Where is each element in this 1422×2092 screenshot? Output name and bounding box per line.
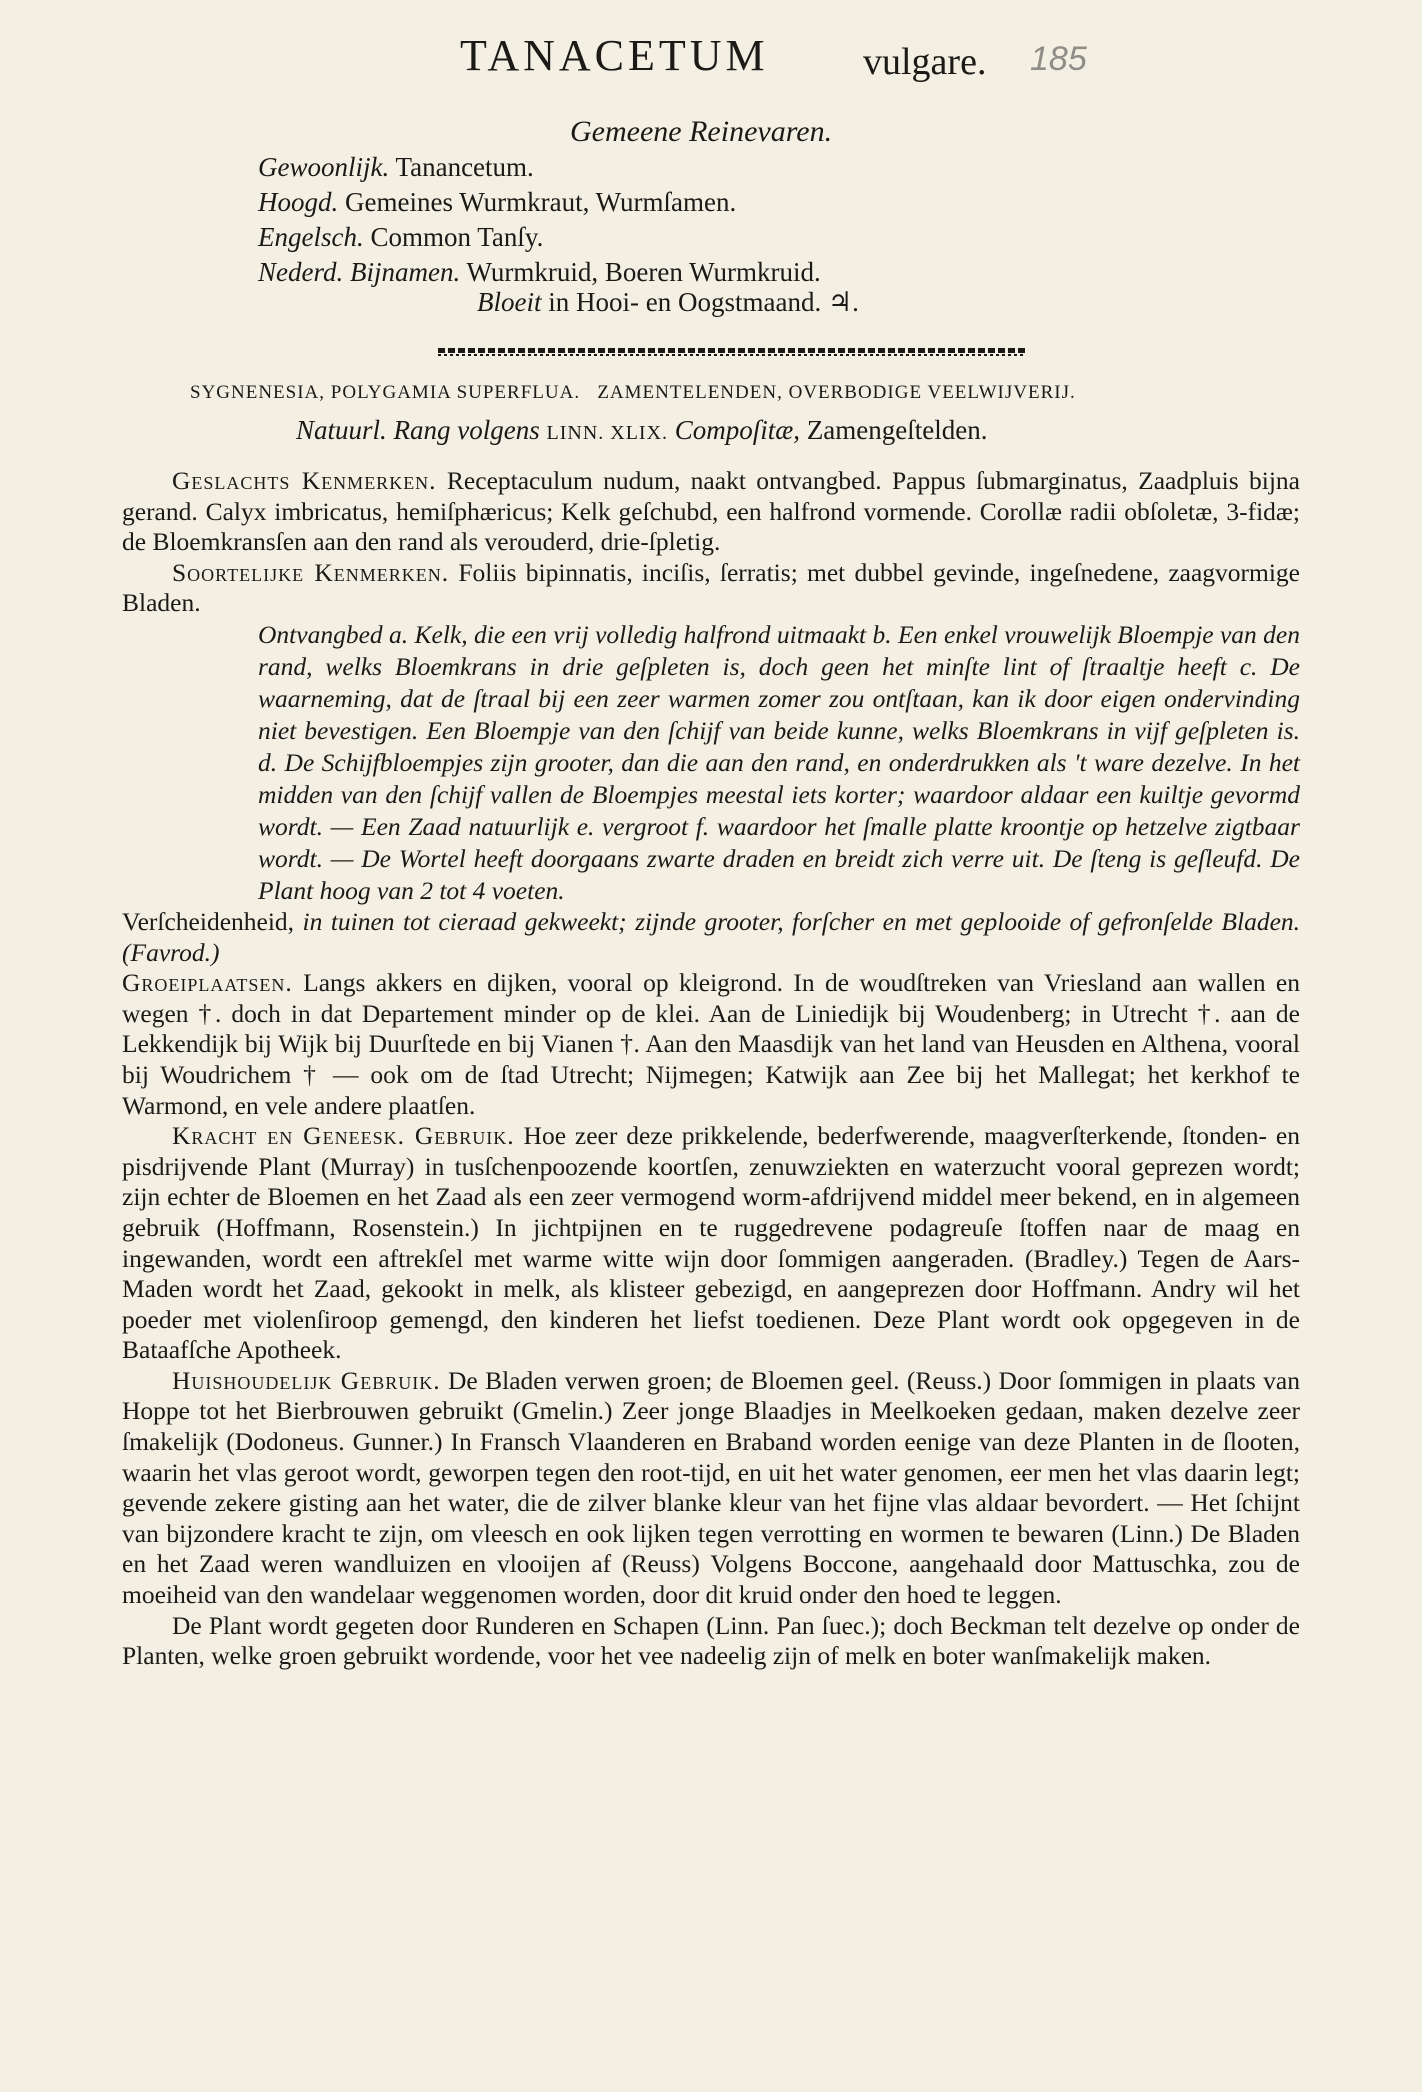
name-language: Hoogd. (258, 187, 339, 217)
habitat (122, 968, 1300, 1121)
genus-characters (122, 466, 1300, 558)
title-species: vulgare. (863, 41, 987, 83)
section-heading: Huishoudelijk Gebruik. (172, 1365, 441, 1395)
section-heading: Verſcheidenheid, (122, 906, 295, 936)
classification (190, 382, 1275, 404)
common-names (258, 150, 1158, 290)
name-value: Wurmkruid, Boeren Wurmkruid. (466, 257, 821, 287)
subtitle: Gemeene Reinevaren. (570, 115, 833, 148)
species-characters (122, 558, 1300, 619)
name-value: Gemeines Wurmkraut, Wurmſamen. (345, 187, 737, 217)
bloom-value: in Hooi- en Oogstmaand. ♃. (548, 287, 859, 317)
header (0, 20, 1422, 148)
name-language: Nederd. Bijnamen. (258, 257, 461, 287)
medicinal-use (122, 1121, 1300, 1366)
main-text (122, 466, 1300, 1672)
section-text: Langs akkers en dijken, vooral op kleigrond. In de woudſtreken van Vriesland aan wallen en wegen †. doch in dat Departement minder op de klei. Aan de Liniedijk bij Woudenberg; in Utrecht †. aan de Lekkendijk bij Wijk bij Duurſtede en bij Vianen †. Aan den Maasdijk van het land van Heusden en Althena, vooral bij Woudrichem † — ook om de ſtad Utrecht; Nijmegen; Katwijk aan Zee bij het Mallegat; het kerkhof te Warmond, en vele andere plaatſen. (122, 968, 1301, 1120)
name-row (258, 255, 1158, 290)
name-language: Engelsch. (258, 222, 364, 252)
rank-dutch: Zamengeſtelden. (806, 415, 988, 445)
cattle-note: De Plant wordt gegeten door Runderen en Schapen (Linn. Pan ſuec.); doch Beckman telt dezelve op onder de Planten, welke groen gebruikt wordende, voor het vee nadeelig zijn of melk en boter wanſmakelijk maken. (122, 1610, 1300, 1671)
rank-family: Compoſitæ, (674, 415, 801, 445)
section-text: De Bladen verwen groen; de Bloemen geel. (Reuss.) Door ſommigen in plaats van Hoppe tot het Bierbrouwen gebruikt (Gmelin.) Zeer jonge Blaadjes in Meelkoeken gedaan, maken dezelve zeer ſmakelijk (Dodoneus. Gunner.) In Fransch Vlaanderen en Braband worden eenige van deze Planten in de ſlooten, waarin het vlas geroot wordt, geworpen tegen den root-tijd, en uit het water genomen, eer men het vlas daarin legt; gevende zekere gisting aan het water, die de zilver blanke kleur van het fijne vlas aldaar bevordert. — Het ſchijnt van bijzondere kracht te zijn, om vleesch en ook lijken tegen verrotting en wormen te bewaren (Linn.) De Bladen en het Zaad weren wandluizen en vlooijen af (Reuss) Volgens Boccone, aangehaald door Mattuschka, zou de moeiheid van den wandelaar weggenomen worden, door dit kruid onder den hoed te leggen. (122, 1365, 1301, 1610)
dutch-class: ZAMENTELENDEN, OVERBODIGE VEELWIJVERIJ. (597, 382, 1076, 403)
linnaean-class: SYGNENESIA, POLYGAMIA SUPERFLUA. (190, 382, 581, 403)
handwritten-page-number: 185 (1030, 40, 1087, 78)
section-text: Receptaculum nudum, naakt ontvangbed. Pappus ſubmarginatus, Zaadpluis bijna gerand. Calyx imbricatus, hemiſphæricus; Kelk geſchubd, een halfrond vormende. Corollæ radii obſoletæ, 3-fidæ; de Bloemkransſen aan den rand als verouderd, drie-ſpletig. (122, 466, 1301, 557)
name-row (258, 150, 1158, 185)
household-use (122, 1366, 1300, 1611)
section-heading: Geslachts Kenmerken. (172, 466, 437, 495)
bloom-line (477, 287, 859, 318)
section-heading: Soortelijke Kenmerken. (172, 557, 450, 587)
name-value: Common Tanſy. (370, 222, 544, 252)
section-text: Foliis bipinnatis, inciſis, ſerratis; met dubbel gevinde, ingeſnedene, zaagvormige Bladen. (122, 557, 1301, 618)
section-heading: Kracht en Geneesk. Gebruik. (172, 1121, 515, 1151)
plant-description: Ontvangbed a. Kelk, die een vrij volledig halfrond uitmaakt b. Een enkel vrouwelijk Bloempje van den rand, welks Bloemkrans in drie geſpleten is, doch geen het minſte lint of ſtraaltje heeft c. De waarneming, dat de ſtraal bij een zeer warmen zomer zou ontſtaan, kan ik door eigen ondervinding niet bevestigen. Een Bloempje van den ſchijf van beide kunne, welks Bloemkrans in vijf geſpleten is. d. De Schijfbloempjes zijn grooter, dan die aan den rand, en onderdrukken als 't ware dezelve. In het midden van den ſchijf vallen de Bloempjes meestal iets korter; waardoor aldaar een kuiltje gevormd wordt. — Een Zaad natuurlijk e. vergroot f. waardoor het ſmalle platte kroontje op hetzelve zigtbaar wordt. — De Wortel heeft doorgaans zwarte draden en breidt zich verre uit. De ſteng is geſleufd. De Plant hoog van 2 tot 4 voeten. (258, 619, 1300, 905)
bloom-label: Bloeit (477, 287, 542, 317)
section-text: Hoe zeer deze prikkelende, bederfwerende, maagverſterkende, ſtonden- en pisdrijvende Plant (Murray) in tusſchenpoozende koortſen, zenuwziekten en waterzucht vooral geprezen wordt; zijn echter de Bloemen en het Zaad als een zeer vermogend worm-afdrijvend middel meer bekend, en in algemeen gebruik (Hoffmann, Rosenstein.) In jichtpijnen en te ruggedrevene podagreuſe ſtoffen naar de maag en ingewanden, wordt een aftrekſel met warme witte wijn door ſommigen aangeraden. (Bradley.) Tegen de Aars-Maden wordt het Zaad, gekookt in melk, als klisteer gebezigd, en aangeprezen door Hoffmann. Andry wil het poeder met violenſiroop gemengd, den kinderen het liefst toedienen. Deze Plant wordt ook opgegeven in de Bataafſche Apotheek. (122, 1121, 1300, 1365)
name-row (258, 220, 1158, 255)
rank-label: Natuurl. Rang volgens (296, 415, 540, 445)
title-genus: TANACETUM (460, 31, 769, 80)
ornamental-divider-lower (438, 354, 1025, 356)
variety (122, 907, 1300, 968)
section-text: in tuinen tot cieraad gekweekt; zijnde grooter, forſcher en met geplooide of gefronſelde Bladen. (Favrod.) (122, 906, 1301, 967)
name-language: Gewoonlijk. (258, 152, 390, 182)
name-value: Tanancetum. (395, 152, 534, 182)
ornamental-divider (438, 348, 1025, 353)
section-heading: Groeiplaatsen. (122, 968, 293, 998)
rank-author: LINN. XLIX. (546, 422, 669, 444)
natural-rank (296, 415, 987, 446)
name-row (258, 185, 1158, 220)
